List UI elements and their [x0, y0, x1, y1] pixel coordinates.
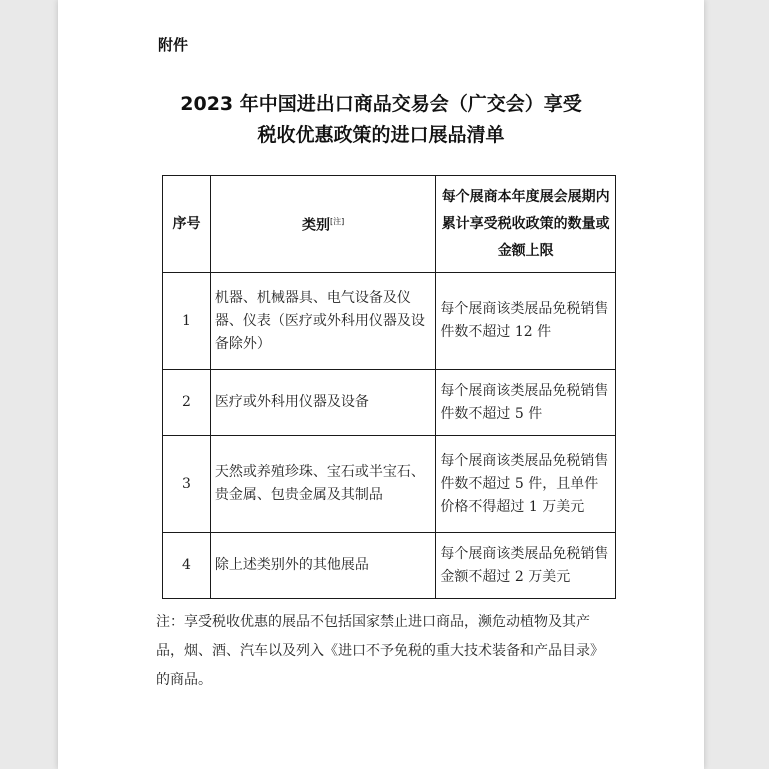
row-limit: 每个展商该类展品免税销售件数不超过 5 件 — [436, 370, 616, 436]
table-row — [163, 273, 616, 370]
row-number: 1 — [163, 273, 211, 370]
table-row — [163, 436, 616, 533]
row-number: 3 — [163, 436, 211, 533]
header-limit: 每个展商本年度展会展期内累计享受税收政策的数量或金额上限 — [436, 176, 616, 273]
row-category: 医疗或外科用仪器及设备 — [210, 370, 435, 436]
document-title — [58, 89, 704, 151]
table-footnote: 注：享受税收优惠的展品不包括国家禁止进口商品，濒危动植物及其产品，烟、酒、汽车以及列入《进口不予免税的重大技术装备和产品目录》的商品。 — [156, 614, 604, 688]
row-limit: 每个展商该类展品免税销售件数不超过 5 件，且单件价格不得超过 1 万美元 — [436, 436, 616, 533]
row-category: 除上述类别外的其他展品 — [210, 533, 435, 599]
import-exhibits-table — [162, 175, 616, 599]
table-row — [163, 370, 616, 436]
title-line-1: 2023 年中国进出口商品交易会（广交会）享受 — [180, 93, 582, 115]
row-category: 机器、机械器具、电气设备及仪器、仪表（医疗或外科用仪器及设备除外） — [210, 273, 435, 370]
row-category: 天然或养殖珍珠、宝石或半宝石、贵金属、包贵金属及其制品 — [210, 436, 435, 533]
attachment-label: 附件 — [158, 36, 189, 54]
header-category — [210, 176, 435, 273]
row-limit: 每个展商该类展品免税销售金额不超过 2 万美元 — [436, 533, 616, 599]
title-line-2: 税收优惠政策的进口展品清单 — [257, 124, 505, 146]
row-limit: 每个展商该类展品免税销售件数不超过 12 件 — [436, 273, 616, 370]
table-row — [163, 533, 616, 599]
header-number: 序号 — [163, 176, 211, 273]
row-number: 2 — [163, 370, 211, 436]
header-category-label: 类别 — [302, 217, 331, 234]
row-number: 4 — [163, 533, 211, 599]
table-header-row — [163, 176, 616, 273]
header-note-marker: [注] — [330, 217, 345, 227]
document-page — [58, 0, 704, 769]
